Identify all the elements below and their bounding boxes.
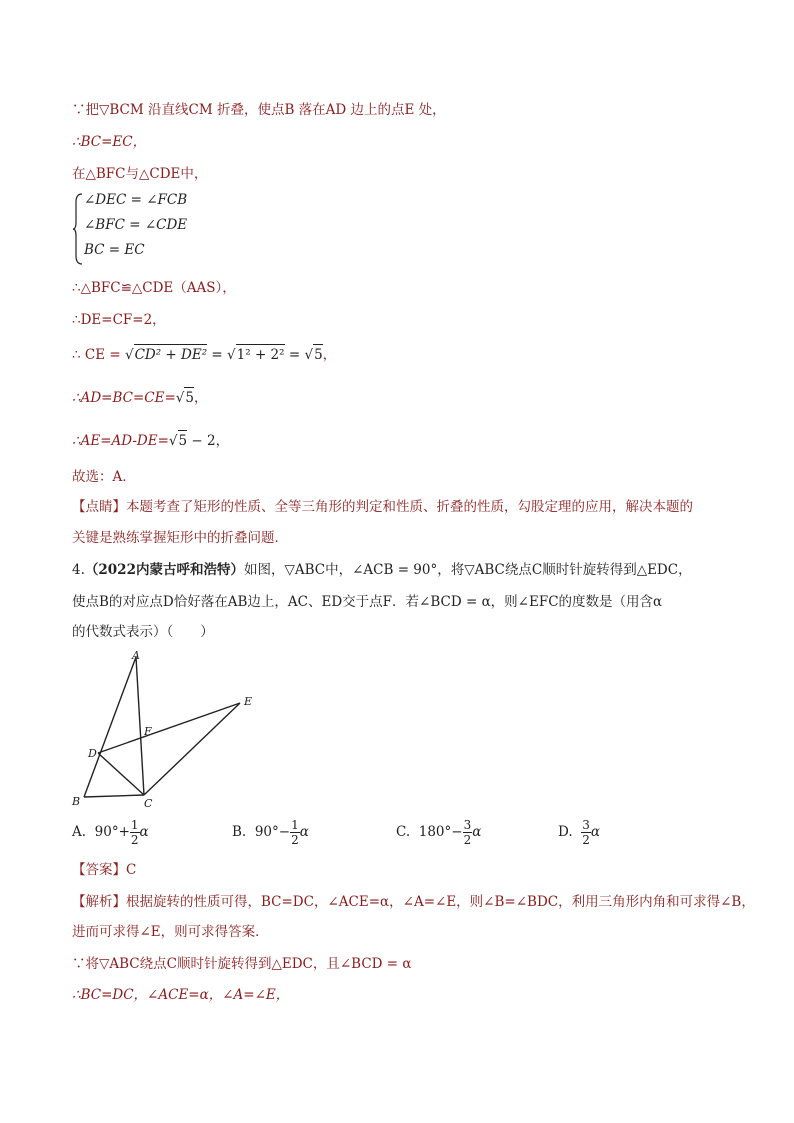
line-remark-1: 【点睛】本题考查了矩形的性质、全等三角形的判定和性质、折叠的性质，勾股定理的应用，解决本题的 [72, 499, 693, 515]
option-c[interactable] [396, 818, 481, 847]
ce-eq2: = [284, 347, 305, 363]
option-b-denominator: 2 [291, 833, 299, 847]
ce-prefix: ∴ CE = [72, 347, 125, 363]
system-row-1: ∠DEC = ∠FCB [84, 192, 188, 208]
line-bc-ec: ∴BC=EC， [72, 134, 147, 150]
answer-line: 【答案】C [72, 862, 137, 878]
segment-ec [144, 703, 240, 795]
option-a-label: A. [72, 824, 87, 840]
line-ad-bc-ce: ∴AD=BC=CE=√5， [72, 387, 207, 408]
brace-icon [72, 192, 84, 266]
line-fold: ∵把▽BCM 沿直线CM 折叠，使点B 落在AD 边上的点E 处， [72, 102, 446, 118]
option-b[interactable] [232, 818, 309, 847]
segment-ab [84, 657, 136, 797]
question-text-1: 如图，▽ABC中，∠ACB = 90°，将▽ABC绕点C顺时针旋转得到△EDC， [243, 562, 692, 578]
ae-suffix: − 2， [187, 433, 230, 449]
option-d-label: D. [558, 824, 573, 840]
option-b-prefix: 90°− [254, 824, 291, 840]
question-number: 4. [72, 562, 85, 578]
option-a-denominator: 2 [130, 833, 139, 847]
line-de-cf: ∴DE=CF=2， [72, 312, 166, 328]
label-c: C [144, 797, 153, 810]
option-b-numerator: 1 [291, 818, 299, 832]
system-row-2: ∠BFC = ∠CDE [84, 217, 188, 233]
ad-suffix: ， [193, 390, 208, 406]
question-4-line-1 [72, 560, 692, 580]
analysis-line-3: ∵将▽ABC绕点C顺时针旋转得到△EDC，且∠BCD = α [72, 956, 412, 972]
label-f: F [144, 725, 152, 738]
segment-bc [84, 795, 144, 797]
analysis-line-1: 【解析】根据旋转的性质可得，BC=DC，∠ACE=α，∠A=∠E，则∠B=∠BDC，利用三角形内角和可求得∠B， [72, 894, 755, 910]
line-choose: 故选：A． [72, 469, 136, 485]
option-d-variable: α [590, 824, 600, 840]
ae-prefix: ∴AE=AD-DE= [72, 433, 169, 449]
option-a-variable: α [139, 824, 149, 840]
ce-suffix: ， [322, 347, 337, 363]
option-c-numerator: 3 [463, 818, 472, 832]
segment-de [98, 703, 240, 753]
line-in-triangles: 在△BFC与△CDE中， [72, 166, 208, 182]
line-congruent: ∴△BFC≌△CDE（AAS）， [72, 280, 236, 296]
option-c-label: C. [396, 824, 411, 840]
option-b-label: B. [232, 824, 247, 840]
ad-sqrt: 5 [184, 387, 194, 408]
label-a: A [132, 649, 140, 662]
segment-ac [136, 657, 144, 795]
option-c-variable: α [472, 824, 482, 840]
ad-prefix: ∴AD=BC=CE= [72, 390, 176, 406]
system-row-3: BC = EC [84, 242, 145, 258]
sqrt-5: 5 [313, 344, 323, 365]
option-a-prefix: 90°+ [94, 824, 130, 840]
question-4-line-3: 的代数式表示）（ ） [72, 624, 214, 640]
ce-eq1: = [207, 347, 228, 363]
line-ce-calc: ∴ CE = √CD² + DE² = √1² + 2² = √5， [72, 344, 336, 365]
sqrt-cd-de: CD² + DE² [134, 344, 208, 365]
equation-system [72, 192, 272, 266]
option-d-numerator: 3 [582, 818, 590, 832]
option-a[interactable] [72, 818, 149, 847]
option-d-denominator: 2 [582, 833, 590, 847]
geometry-figure [66, 645, 266, 810]
option-b-variable: α [299, 824, 309, 840]
line-remark-2: 关键是熟练掌握矩形中的折叠问题． [72, 530, 288, 546]
segment-dc [98, 753, 144, 795]
option-d[interactable] [558, 818, 600, 847]
analysis-line-4: ∴BC=DC，∠ACE=α，∠A=∠E， [72, 987, 290, 1003]
label-e: E [244, 695, 253, 708]
ae-sqrt: 5 [178, 430, 188, 451]
question-source: （2022内蒙古呼和浩特） [84, 562, 244, 578]
sqrt-1-2: 1² + 2² [236, 344, 285, 365]
option-c-prefix: 180°− [418, 824, 463, 840]
analysis-line-2: 进而可求得∠E，则可求得答案． [72, 924, 269, 940]
option-a-numerator: 1 [130, 818, 139, 832]
line-ae: ∴AE=AD-DE=√5 − 2， [72, 430, 229, 451]
option-c-denominator: 2 [463, 833, 472, 847]
label-b: B [72, 795, 81, 808]
label-d: D [88, 747, 97, 760]
question-4-line-2: 使点B的对应点D恰好落在AB边上，AC、ED交于点F．若∠BCD = α，则∠EFC的度数是（用含α [72, 594, 663, 610]
